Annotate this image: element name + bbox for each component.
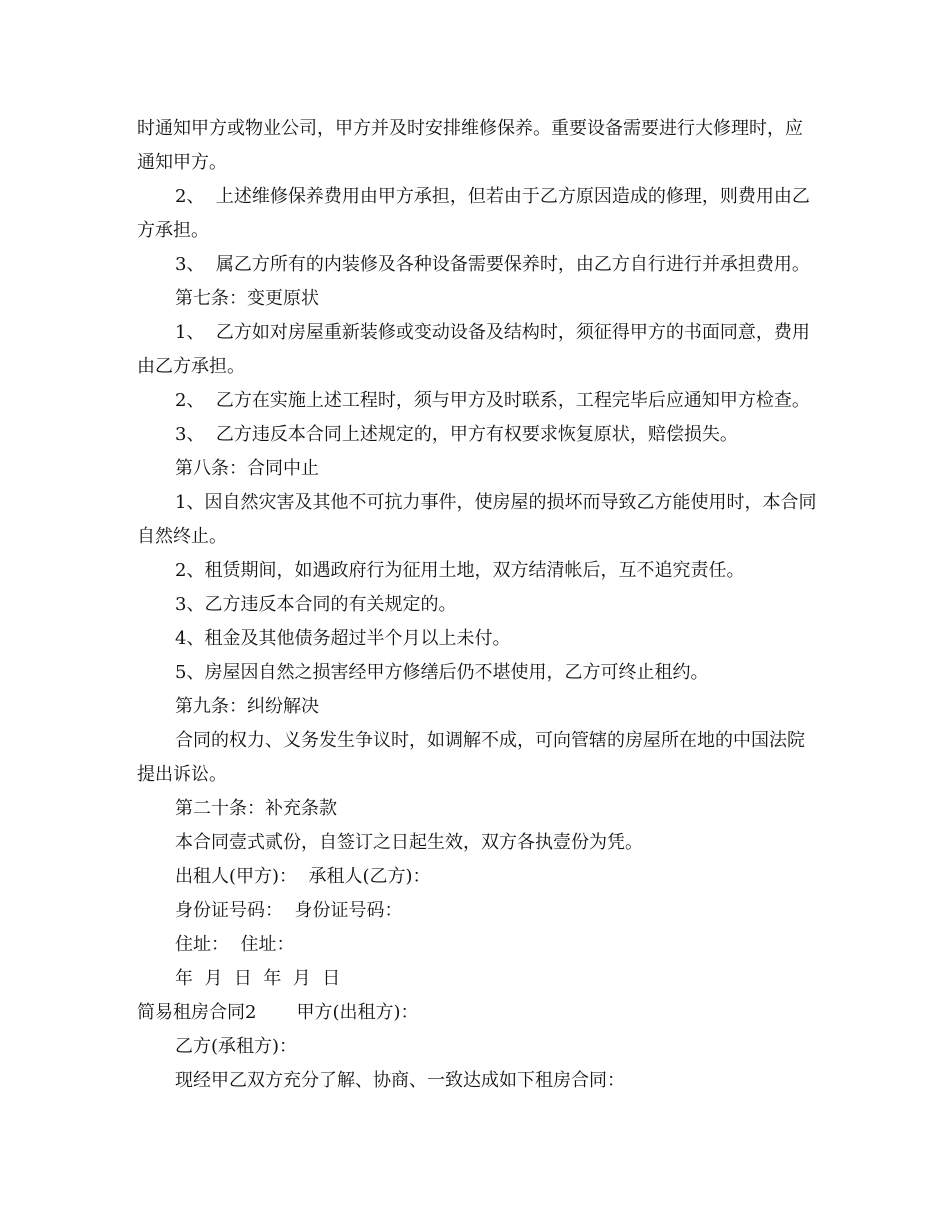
paragraph-3: 3、 属乙方所有的内装修及各种设备需要保养时，由乙方自行进行并承担费用。 xyxy=(175,254,810,275)
party-b-line: 乙方(承租方)： xyxy=(175,1036,298,1057)
signature-parties-line: 出租人(甲方)： 承租人(乙方)： xyxy=(175,866,431,887)
paragraph-13: 5、房屋因自然之损害经甲方修缮后仍不堪使用，乙方可终止租约。 xyxy=(175,662,709,683)
paragraph-5: 1、 乙方如对房屋重新装修或变动设备及结构时，须征得甲方的书面同意，费用由乙方承担。 xyxy=(137,322,810,377)
document-body xyxy=(137,112,817,1098)
paragraph-17: 本合同壹式贰份，自签订之日起生效，双方各执壹份为凭。 xyxy=(175,832,643,853)
section-heading-20: 第二十条：补充条款 xyxy=(175,798,337,819)
section-heading-9: 第九条：纠纷解决 xyxy=(175,696,319,717)
contract-2-title-line: 简易租房合同2 甲方(出租方)： xyxy=(137,1002,419,1023)
section-heading-8: 第八条：合同中止 xyxy=(175,458,319,479)
paragraph-9: 1、因自然灾害及其他不可抗力事件，使房屋的损坏而导致乙方能使用时，本合同自然终止。 xyxy=(137,492,817,547)
paragraph-15: 合同的权力、义务发生争议时，如调解不成，可向管辖的房屋所在地的中国法院提出诉讼。 xyxy=(137,730,805,785)
paragraph-1: 时通知甲方或物业公司，甲方并及时安排维修保养。重要设备需要进行大修理时，应通知甲方。 xyxy=(137,118,803,173)
paragraph-7: 3、 乙方违反本合同上述规定的，甲方有权要求恢复原状，赔偿损失。 xyxy=(175,424,738,445)
section-heading-7: 第七条：变更原状 xyxy=(175,288,319,309)
paragraph-2: 2、 上述维修保养费用由甲方承担，但若由于乙方原因造成的修理，则费用由乙方承担。 xyxy=(137,186,810,241)
paragraph-12: 4、租金及其他债务超过半个月以上未付。 xyxy=(175,628,511,649)
signature-address-line: 住址： 住址： xyxy=(175,934,295,955)
paragraph-10: 2、租赁期间，如遇政府行为征用土地，双方结清帐后，互不追究责任。 xyxy=(175,560,745,581)
signature-id-line: 身份证号码： 身份证号码： xyxy=(175,900,403,921)
paragraph-6: 2、 乙方在实施上述工程时，须与甲方及时联系，工程完毕后应通知甲方检查。 xyxy=(175,390,810,411)
signature-date-line: 年 月 日 年 月 日 xyxy=(175,968,341,989)
agreement-intro-line: 现经甲乙双方充分了解、协商、一致达成如下租房合同： xyxy=(175,1070,625,1091)
paragraph-11: 3、乙方违反本合同的有关规定的。 xyxy=(175,594,457,615)
